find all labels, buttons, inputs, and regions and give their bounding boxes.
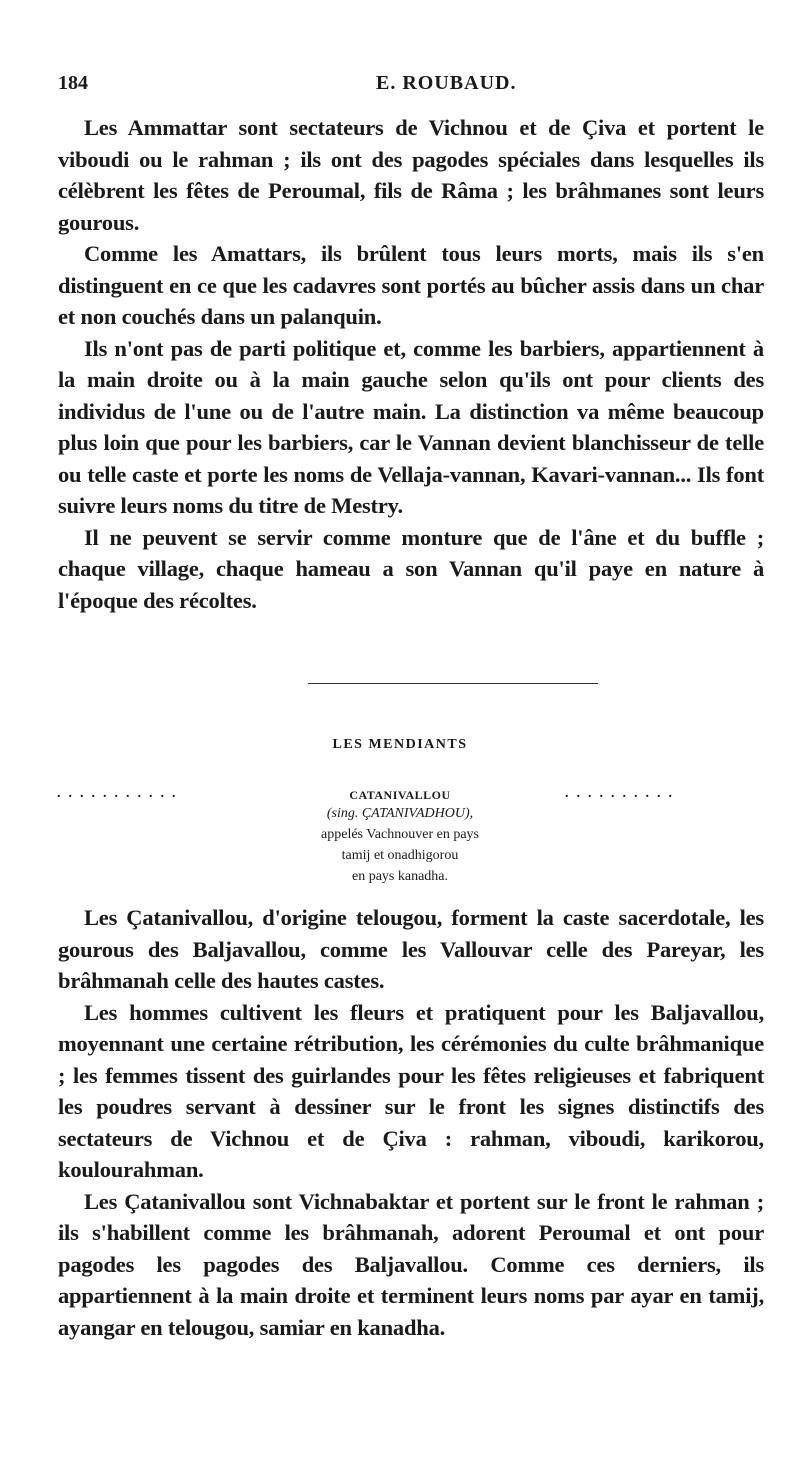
leader-dots-right: ..........: [565, 786, 680, 801]
subsection-caption-line: tamij et onadhigorou: [341, 848, 459, 863]
paragraph: Les hommes cultivent les fleurs et pratiquent pour les Baljavallou, moyennant une certaine rétribution, les cérémonies du culte brâhmanique ; les femmes tissent des guirlandes pour les fêtes religieuses et fabriquent les poudres servant à dessiner sur le front les signes distinctifs des sectateurs de Vichnou et de Çiva : rahman, viboudi, karikorou, koulourahman.: [58, 999, 764, 1182]
subsection-title: CATANIVALLOU: [349, 788, 451, 802]
paragraph: Il ne peuvent se servir comme monture que de l'âne et du buffle ; chaque village, chaque hameau a son Vannan qu'il paye en nature à l'époque des récoltes.: [58, 524, 764, 613]
running-head-author: E. ROUBAUD.: [376, 72, 517, 94]
paragraph: Les Çatanivallou sont Vichnabaktar et portent sur le front le rahman ; ils s'habillent comme les brâhmanah, adorent Peroumal et ont pour pagodes les pagodes des Baljavallou. Comme ces derniers, ils appartiennent à la main droite et terminent leurs noms par ayar en tamij, ayangar en telougou, samiar en kanadha.: [58, 1188, 764, 1340]
paragraph: Les Ammattar sont sectateurs de Vichnou et de Çiva et portent le viboudi ou le rahman ; ils ont des pagodes spéciales dans lesquelles ils célèbrent les fêtes de Peroumal, fils de Râma ; les brâhmanes sont leurs gourous.: [58, 115, 764, 235]
paragraph: Ils n'ont pas de parti politique et, comme les barbiers, appartiennent à la main droite ou à la main gauche selon qu'ils ont pour clients des individus de l'une ou de l'autre main. La distinction va même beaucoup plus loin que pour les barbiers, car le Vannan devient blanchisseur de telle ou telle caste et porte les noms de Vellaja-vannan, Kavari-vannan... Ils font suivre leurs noms du titre de Mestry.: [58, 335, 764, 518]
subsection-caption-line: appelés Vachnouver en pays: [321, 827, 479, 842]
text-block-catanivallou: [58, 902, 764, 1343]
paragraph: Les Çatanivallou, d'origine telougou, forment la caste sacerdotale, les gourous des Baljavallou, comme les Vallouvar celle des Pareyar, les brâhmanah celle des hautes castes.: [58, 905, 764, 993]
running-header: [58, 72, 758, 102]
paragraph: Comme les Amattars, ils brûlent tous leurs morts, mais ils s'en distinguent en ce que les cadavres sont portés au bûcher assis dans un char et non couchés dans un palanquin.: [58, 241, 764, 329]
subsection-heading-row: [0, 786, 800, 808]
text-block-ammattar: [58, 112, 764, 616]
subsection-caption-line: en pays kanadha.: [351, 869, 449, 884]
section-title: LES MENDIANTS: [332, 737, 468, 752]
section-divider: [308, 683, 598, 684]
leader-dots-left: ...........: [57, 786, 184, 801]
page-number: 184: [58, 72, 88, 94]
subsection-caption-line: (sing. ÇATANIVADHOU),: [326, 806, 474, 821]
